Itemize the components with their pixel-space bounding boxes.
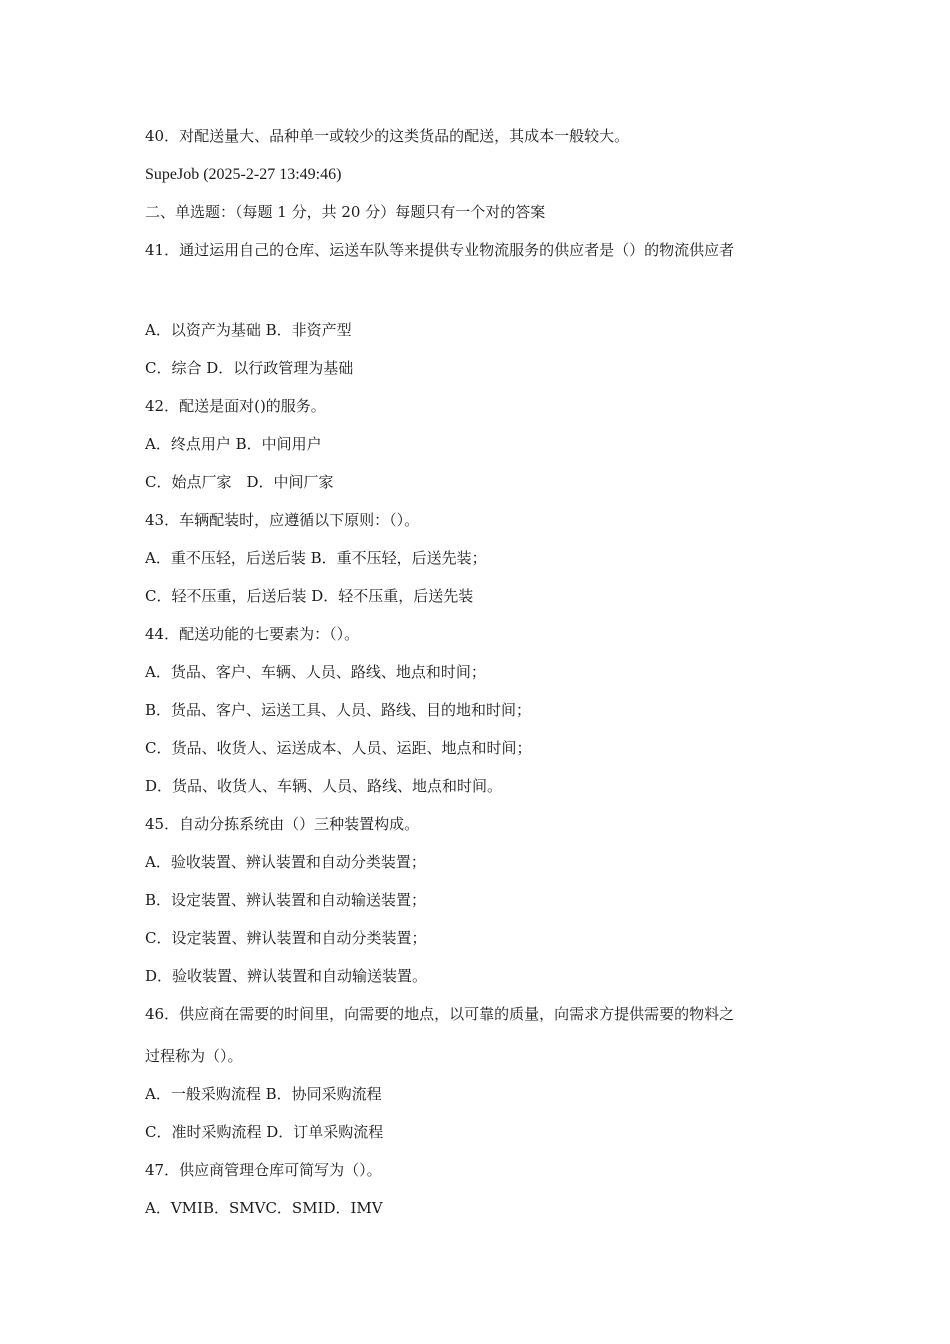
question-44-option-a: A．货品、客户、车辆、人员、路线、地点和时间； <box>145 663 486 681</box>
question-46: 46．供应商在需要的时间里，向需要的地点，以可靠的质量，向需求方提供需要的物料之 <box>145 1005 735 1023</box>
question-46-options-ab: A．一般采购流程 B．协同采购流程 <box>145 1085 382 1103</box>
question-45-option-b: B．设定装置、辨认装置和自动输送装置； <box>145 891 427 909</box>
question-41-options-cd: C．综合 D．以行政管理为基础 <box>145 359 354 377</box>
question-42: 42．配送是面对()的服务。 <box>145 397 326 415</box>
question-44: 44．配送功能的七要素为：（）。 <box>145 625 360 643</box>
question-47-options: A．VMIB．SMVC．SMID．IMV <box>145 1199 383 1217</box>
question-41: 41．通过运用自己的仓库、运送车队等来提供专业物流服务的供应者是（）的物流供应者 <box>145 241 735 259</box>
question-45-option-a: A．验收装置、辨认装置和自动分类装置； <box>145 853 426 871</box>
question-44-option-b: B．货品、客户、运送工具、人员、路线、目的地和时间； <box>145 701 532 719</box>
question-46-continued: 过程称为（）。 <box>145 1047 243 1065</box>
question-42-options-ab: A．终点用户 B．中间用户 <box>145 435 322 453</box>
question-43-options-cd: C．轻不压重，后送后装 D．轻不压重，后送先装 <box>145 587 474 605</box>
question-41-options-ab: A．以资产为基础 B．非资产型 <box>145 321 352 339</box>
question-43: 43．车辆配装时，应遵循以下原则：（）。 <box>145 511 420 529</box>
section-heading: 二、单选题：（每题 1 分，共 20 分）每题只有一个对的答案 <box>145 203 546 221</box>
question-45-option-d: D．验收装置、辨认装置和自动输送装置。 <box>145 967 428 985</box>
author-timestamp: SupeJob (2025-2-27 13:49:46) <box>145 166 342 183</box>
question-45: 45．自动分拣系统由（）三种装置构成。 <box>145 815 420 833</box>
question-43-options-ab: A．重不压轻，后送后装 B．重不压轻，后送先装； <box>145 549 487 567</box>
question-42-options-cd: C．始点厂家 D．中间厂家 <box>145 473 334 491</box>
question-44-option-c: C．货品、收货人、运送成本、人员、运距、地点和时间； <box>145 739 532 757</box>
question-44-option-d: D．货品、收货人、车辆、人员、路线、地点和时间。 <box>145 777 503 795</box>
question-47: 47．供应商管理仓库可简写为（）。 <box>145 1161 382 1179</box>
question-40: 40．对配送量大、品种单一或较少的这类货品的配送，其成本一般较大。 <box>145 127 630 145</box>
question-45-option-c: C．设定装置、辨认装置和自动分类装置； <box>145 929 427 947</box>
question-46-options-cd: C．准时采购流程 D．订单采购流程 <box>145 1123 384 1141</box>
